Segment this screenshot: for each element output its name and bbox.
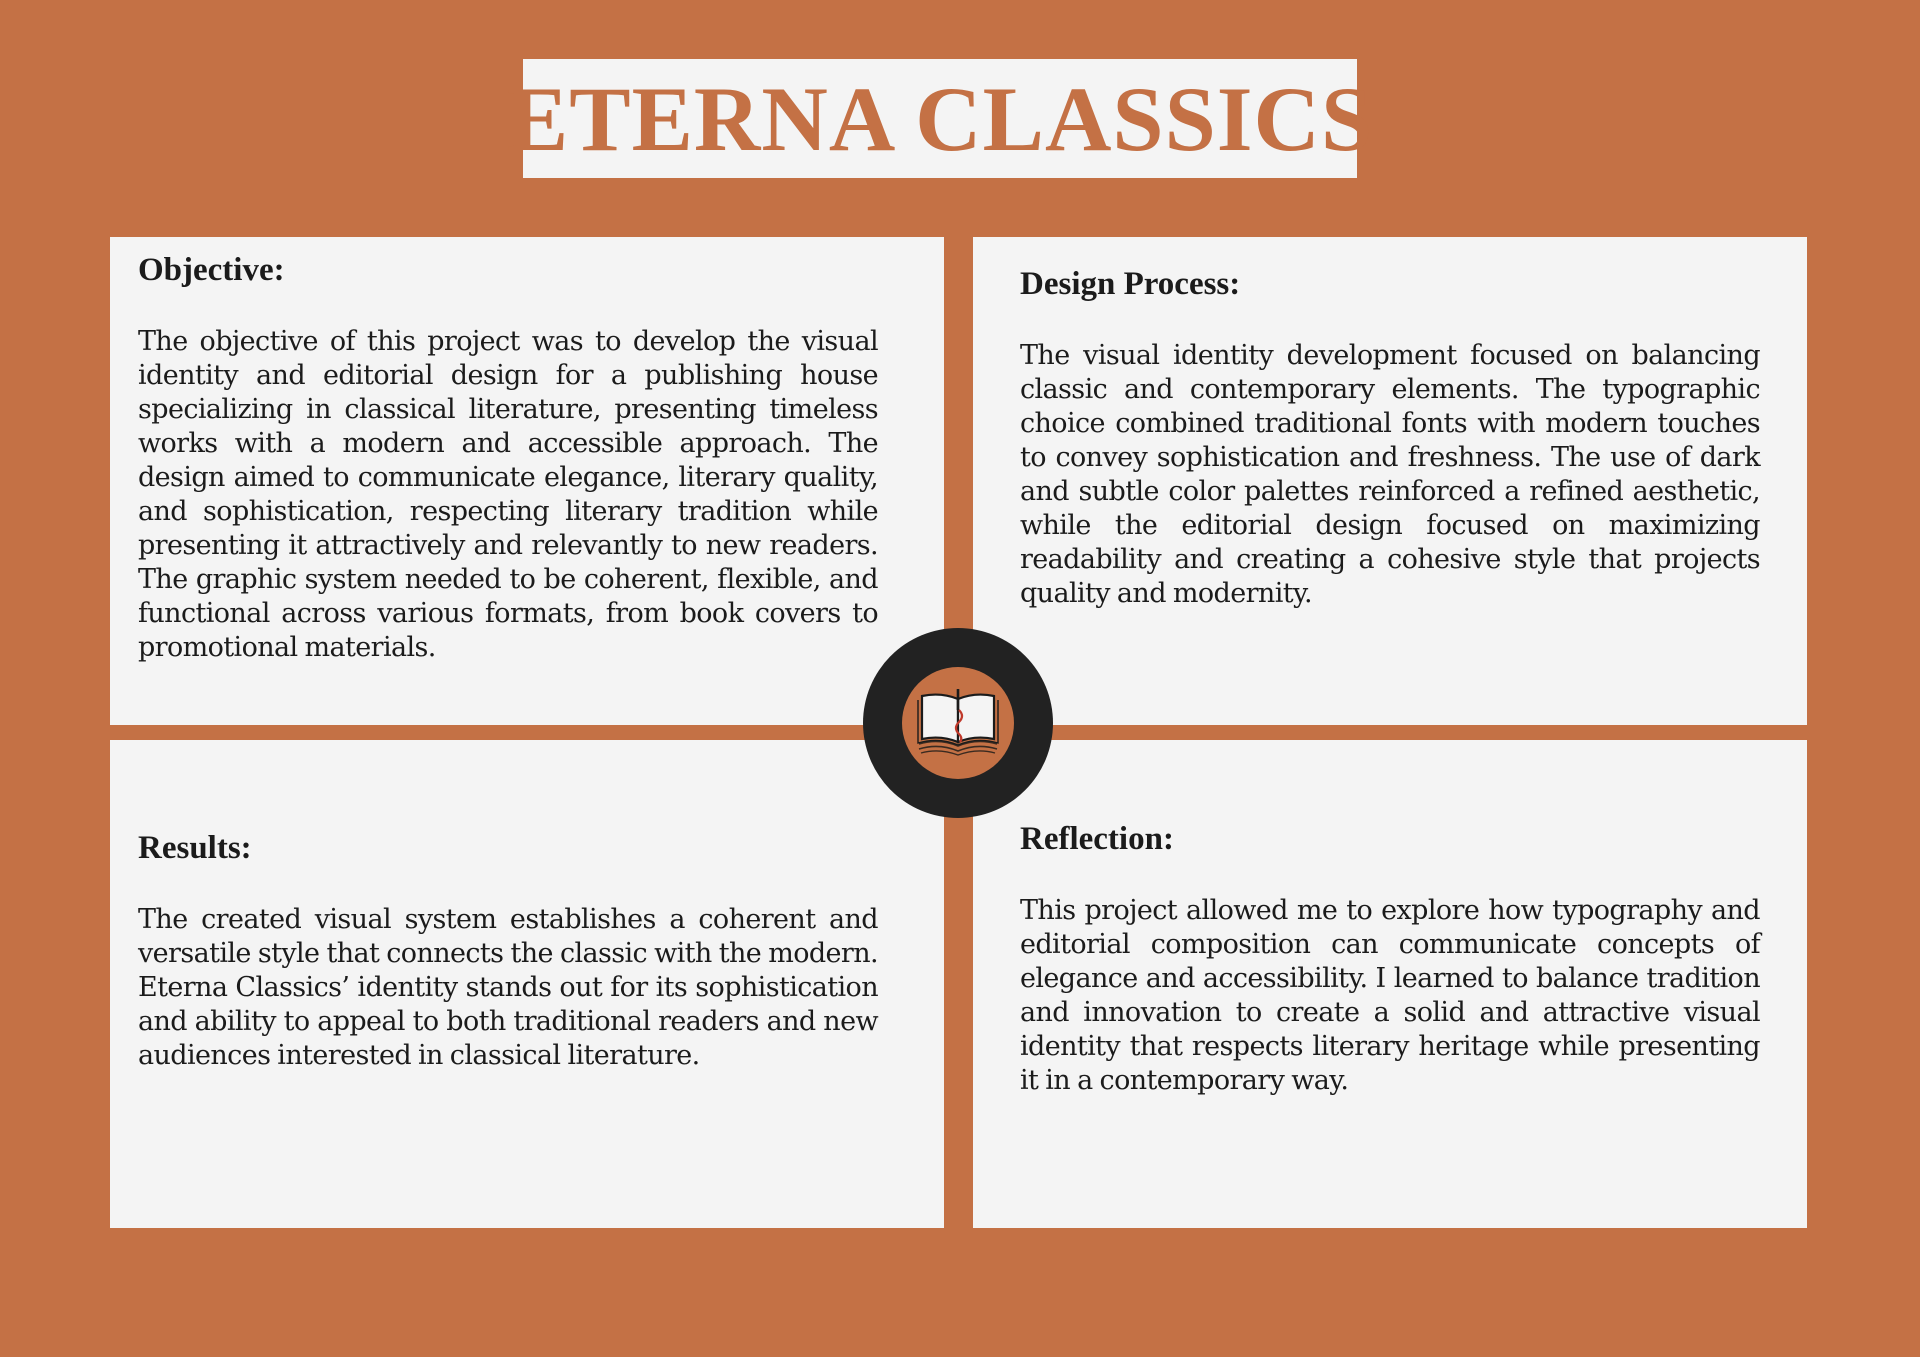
emblem-inner-circle xyxy=(902,667,1014,779)
title-banner xyxy=(506,59,1374,178)
reflection-heading: Reflection: xyxy=(1020,821,1174,857)
reflection-panel xyxy=(973,740,1807,1228)
objective-text: The objective of this project was to develop the visual identity and editorial design for a publishing house specializing in classical literature, presenting timeless works with a modern and accessible approach. The design aimed to communicate elegance, literary quality, and sophistication, respecting literary tradition while presenting it attractively and relevantly to new readers. The graphic system needed to be coherent, flexible, and functional across various formats, from book covers to promotional materials. xyxy=(138,325,878,663)
book-emblem xyxy=(863,628,1053,818)
open-book-icon xyxy=(913,686,1003,760)
results-heading: Results: xyxy=(138,830,252,866)
results-text: The created visual system establishes a coherent and versatile style that connects the classic with the modern. Eterna Classics’ identity stands out for its sophistication and ability to appeal to both traditional readers and new audiences interested in classical literature. xyxy=(138,903,878,1071)
results-panel xyxy=(110,740,944,1228)
design-process-heading: Design Process: xyxy=(1020,266,1241,302)
design-process-text: The visual identity development focused on balancing classic and contemporary elements. The typographic choice combined traditional fonts with modern touches to convey sophistication and freshness. The use of dark and subtle color palettes reinforced a refined aesthetic, while the editorial design focused on maximizing readability and creating a cohesive style that projects quality and modernity. xyxy=(1020,339,1760,609)
design-process-panel xyxy=(973,237,1807,725)
reflection-text: This project allowed me to explore how typography and editorial composition can communicate concepts of elegance and accessibility. I learned to balance tradition and innovation to create a solid and attractive visual identity that respects literary heritage while presenting it in a contemporary way. xyxy=(1020,894,1760,1096)
objective-heading: Objective: xyxy=(138,252,285,288)
objective-panel xyxy=(110,237,944,725)
page-title: ETERNA CLASSICS xyxy=(506,67,1374,170)
